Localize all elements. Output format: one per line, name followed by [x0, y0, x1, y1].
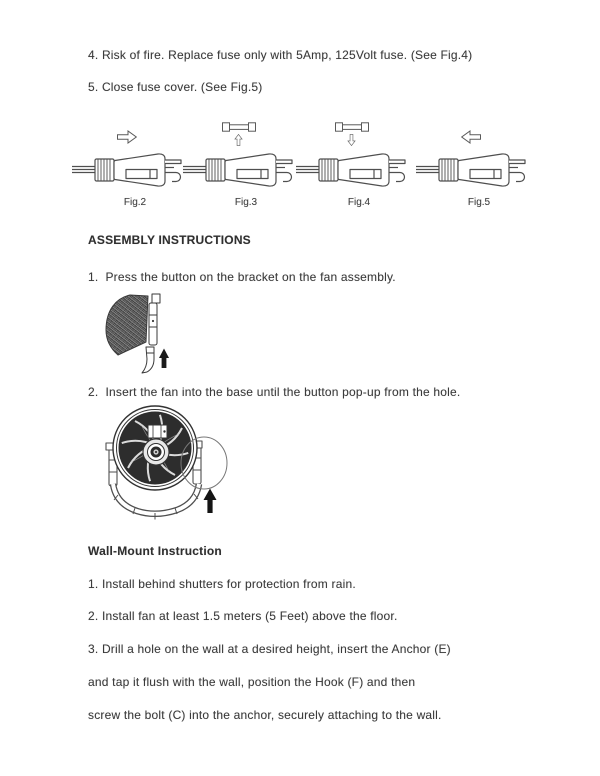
wallmount-line-3: 3. Drill a hole on the wall at a desired height, insert the Anchor (E) [88, 642, 451, 656]
fuse-removal-icon [182, 118, 294, 196]
fuse-insert-icon [295, 118, 407, 196]
wallmount-line-5: screw the bolt (C) into the anchor, securely attaching to the wall. [88, 708, 442, 722]
assembly-step-1: 1. Press the button on the bracket on the fan assembly. [88, 270, 396, 284]
figure-fig3 [182, 118, 294, 208]
plug-slide-left-icon [415, 118, 527, 196]
up-arrow-icon [159, 349, 169, 369]
safety-step-5: 5. Close fuse cover. (See Fig.5) [88, 80, 263, 94]
up-arrow-icon [204, 489, 217, 514]
fan-base-insert-illustration [92, 404, 260, 530]
wallmount-line-4: and tap it flush with the wall, position the Hook (F) and then [88, 675, 416, 689]
safety-step-4: 4. Risk of fire. Replace fuse only with 5Amp, 125Volt fuse. (See Fig.4) [88, 48, 473, 62]
figure-label-fig4: Fig.4 [347, 197, 371, 208]
fan-grille-bracket-illustration [100, 290, 180, 382]
figure-label-fig3: Fig.3 [234, 197, 258, 208]
figure-fig5 [415, 118, 527, 208]
figure-label-fig5: Fig.5 [467, 197, 491, 208]
assembly-heading: ASSEMBLY INSTRUCTIONS [88, 233, 251, 247]
wallmount-line-1: 1. Install behind shutters for protection from rain. [88, 577, 356, 591]
figure-fig4 [295, 118, 407, 208]
wallmount-heading: Wall-Mount Instruction [88, 544, 222, 558]
figure-fig2 [71, 118, 183, 208]
assembly-step-2: 2. Insert the fan into the base until the button pop-up from the hole. [88, 385, 461, 399]
plug-slide-right-icon [71, 118, 183, 196]
figure-label-fig2: Fig.2 [123, 197, 147, 208]
wallmount-line-2: 2. Install fan at least 1.5 meters (5 Feet) above the floor. [88, 609, 398, 623]
